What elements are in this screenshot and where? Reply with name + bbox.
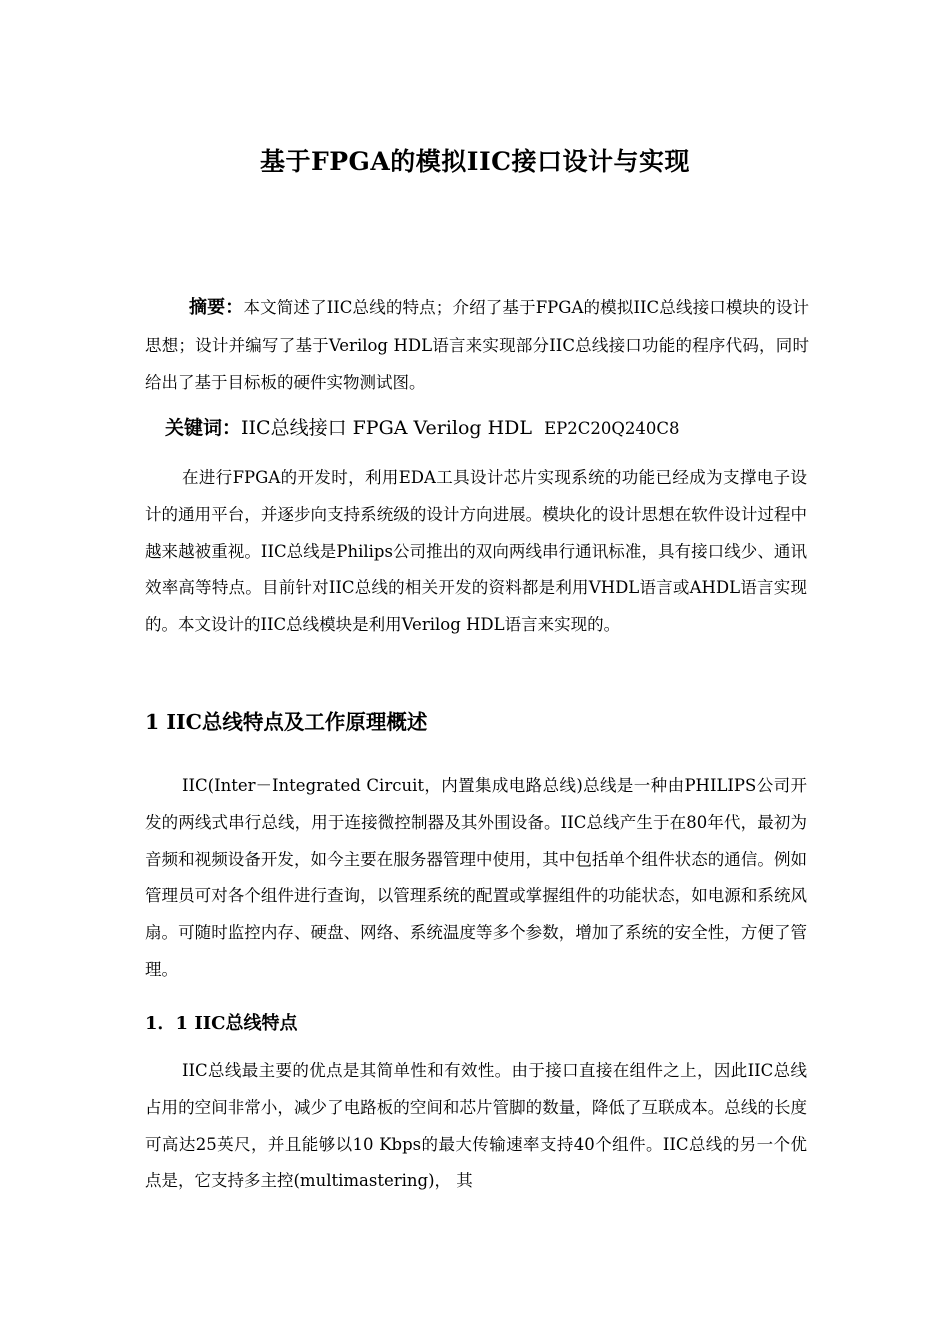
- keywords-text: IIC总线接口 FPGA Verilog HDL: [241, 417, 533, 439]
- document-title: 基于FPGA的模拟IIC接口设计与实现: [259, 147, 691, 176]
- abstract-label: 摘要：: [189, 297, 244, 318]
- keywords: [165, 409, 825, 448]
- keywords-label: 关键词：: [165, 417, 242, 439]
- intro-paragraph: 在进行FPGA的开发时，利用EDA工具设计芯片实现系统的功能已经成为支撑电子设计的通用平台，并逐步向支持系统级的设计方向进展。模块化的设计思想在软件设计过程中越来越被重视。IIC总线是Philips公司推出的双向两线串行通讯标准，具有接口线少、通讯效率高等特点。目前针对IIC总线的相关开发的资料都是利用VHDL语言或AHDL语言实现的。本文设计的IIC总线模块是利用Verilog HDL语言来实现的。: [145, 468, 807, 635]
- section-1-1-heading: 1．1 IIC总线特点: [145, 1013, 298, 1034]
- abstract-text: 本文简述了IIC总线的特点；介绍了基于FPGA的模拟IIC总线接口模块的设计思想；设计并编写了基于Verilog HDL语言来实现部分IIC总线接口功能的程序代码，同时给出了基于目标板的硬件实物测试图。: [145, 298, 810, 392]
- section-1-heading: 1 IIC总线特点及工作原理概述: [145, 710, 428, 734]
- keywords-code: EP2C20Q240C8: [544, 419, 680, 438]
- section-1-paragraph: IIC(Inter－Integrated Circuit，内置集成电路总线)总线是一种由PHILIPS公司开发的两线式串行总线，用于连接微控制器及其外围设备。IIC总线产生于在80年代，最初为音频和视频设备开发，如今主要在服务器管理中使用，其中包括单个组件状态的通信。例如管理员可对各个组件进行查询，以管理系统的配置或掌握组件的功能状态，如电源和系统风扇。可随时监控内存、硬盘、网络、系统温度等多个参数，增加了系统的安全性，方便了管理。: [145, 776, 807, 979]
- abstract: [145, 289, 809, 402]
- section-1-1-paragraph: IIC总线最主要的优点是其简单性和有效性。由于接口直接在组件之上，因此IIC总线占用的空间非常小，减少了电路板的空间和芯片管脚的数量，降低了互联成本。总线的长度可高达25英尺，并且能够以10 Kbps的最大传输速率支持40个组件。IIC总线的另一个优点是，它支持多主控(multimastering)， 其: [145, 1061, 807, 1191]
